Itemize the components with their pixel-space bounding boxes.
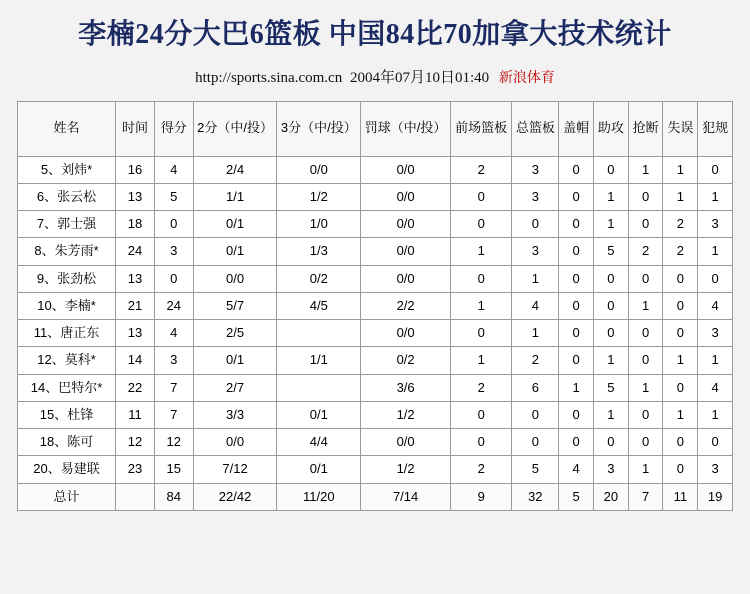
cell-points: 3 (154, 347, 193, 374)
cell-three-point: 0/0 (277, 156, 361, 183)
cell-blocks: 0 (559, 183, 594, 210)
player-name: 7、郭士强 (18, 211, 116, 238)
cell-turnovers: 1 (663, 401, 698, 428)
player-name: 20、易建联 (18, 456, 116, 483)
cell-offensive-rebounds: 1 (451, 238, 512, 265)
cell-turnovers: 1 (663, 156, 698, 183)
cell-offensive-rebounds: 0 (451, 265, 512, 292)
cell-blocks: 1 (559, 374, 594, 401)
cell-minutes: 16 (116, 156, 155, 183)
cell-minutes: 18 (116, 211, 155, 238)
cell-free-throw: 3/6 (361, 374, 451, 401)
total-minutes (116, 483, 155, 510)
cell-free-throw: 0/0 (361, 238, 451, 265)
cell-offensive-rebounds: 2 (451, 374, 512, 401)
cell-assists: 5 (594, 374, 629, 401)
cell-two-point: 0/0 (193, 429, 277, 456)
cell-two-point: 3/3 (193, 401, 277, 428)
publish-datetime: 2004年07月10日01:40 (349, 69, 490, 86)
cell-offensive-rebounds: 0 (451, 211, 512, 238)
cell-two-point: 1/1 (193, 183, 277, 210)
player-name: 6、张云松 (18, 183, 116, 210)
player-name: 15、杜锋 (18, 401, 116, 428)
total-offensive-rebounds: 9 (451, 483, 512, 510)
column-header-turnovers: 失误 (663, 101, 698, 156)
cell-fouls: 4 (698, 374, 733, 401)
cell-minutes: 11 (116, 401, 155, 428)
cell-total-rebounds: 2 (512, 347, 559, 374)
cell-fouls: 1 (698, 347, 733, 374)
cell-turnovers: 2 (663, 211, 698, 238)
cell-offensive-rebounds: 0 (451, 429, 512, 456)
cell-blocks: 0 (559, 401, 594, 428)
cell-three-point: 1/0 (277, 211, 361, 238)
cell-three-point: 1/2 (277, 183, 361, 210)
player-name: 11、唐正东 (18, 320, 116, 347)
cell-turnovers: 0 (663, 320, 698, 347)
cell-blocks: 0 (559, 211, 594, 238)
cell-assists: 1 (594, 183, 629, 210)
cell-points: 12 (154, 429, 193, 456)
player-name: 5、刘炜* (18, 156, 116, 183)
table-header (18, 101, 733, 156)
cell-blocks: 4 (559, 456, 594, 483)
cell-turnovers: 0 (663, 456, 698, 483)
column-header-steals: 抢断 (628, 101, 663, 156)
cell-fouls: 0 (698, 429, 733, 456)
cell-steals: 0 (628, 211, 663, 238)
cell-steals: 2 (628, 238, 663, 265)
cell-points: 0 (154, 265, 193, 292)
total-steals: 7 (628, 483, 663, 510)
cell-points: 15 (154, 456, 193, 483)
cell-fouls: 3 (698, 456, 733, 483)
source-line (195, 66, 555, 87)
total-two-point: 22/42 (193, 483, 277, 510)
cell-total-rebounds: 1 (512, 265, 559, 292)
cell-assists: 0 (594, 156, 629, 183)
cell-minutes: 14 (116, 347, 155, 374)
cell-blocks: 0 (559, 292, 594, 319)
cell-two-point: 0/1 (193, 238, 277, 265)
cell-points: 3 (154, 238, 193, 265)
player-name: 14、巴特尔* (18, 374, 116, 401)
cell-assists: 0 (594, 429, 629, 456)
table-row (18, 456, 733, 483)
column-header-minutes: 时间 (116, 101, 155, 156)
cell-steals: 0 (628, 183, 663, 210)
cell-steals: 0 (628, 265, 663, 292)
cell-turnovers: 0 (663, 265, 698, 292)
total-assists: 20 (594, 483, 629, 510)
cell-free-throw: 2/2 (361, 292, 451, 319)
source-name[interactable]: 新浪体育 (498, 70, 555, 86)
page-title: 李楠24分大巴6篮板 中国84比70加拿大技术统计 (78, 19, 672, 50)
cell-blocks: 0 (559, 320, 594, 347)
table-row (18, 292, 733, 319)
cell-two-point: 2/4 (193, 156, 277, 183)
cell-steals: 0 (628, 347, 663, 374)
box-score-table (17, 101, 733, 511)
cell-blocks: 0 (559, 156, 594, 183)
table-row (18, 211, 733, 238)
cell-minutes: 13 (116, 320, 155, 347)
cell-steals: 1 (628, 456, 663, 483)
total-blocks: 5 (559, 483, 594, 510)
cell-fouls: 0 (698, 265, 733, 292)
column-header-offensive-rebounds: 前场篮板 (451, 101, 512, 156)
total-fouls: 19 (698, 483, 733, 510)
cell-total-rebounds: 3 (512, 183, 559, 210)
cell-points: 5 (154, 183, 193, 210)
column-header-free-throw: 罚球（中/投） (361, 101, 451, 156)
column-header-fouls: 犯规 (698, 101, 733, 156)
cell-three-point (277, 374, 361, 401)
player-name: 8、朱芳雨* (18, 238, 116, 265)
cell-free-throw: 0/0 (361, 156, 451, 183)
cell-two-point: 7/12 (193, 456, 277, 483)
cell-two-point: 5/7 (193, 292, 277, 319)
cell-fouls: 4 (698, 292, 733, 319)
cell-turnovers: 0 (663, 374, 698, 401)
cell-free-throw: 0/0 (361, 183, 451, 210)
player-name: 18、陈可 (18, 429, 116, 456)
cell-two-point: 0/0 (193, 265, 277, 292)
table-row (18, 347, 733, 374)
cell-two-point: 2/5 (193, 320, 277, 347)
cell-points: 4 (154, 320, 193, 347)
cell-fouls: 1 (698, 401, 733, 428)
cell-points: 0 (154, 211, 193, 238)
cell-steals: 0 (628, 401, 663, 428)
cell-minutes: 24 (116, 238, 155, 265)
cell-assists: 0 (594, 292, 629, 319)
cell-free-throw: 0/0 (361, 265, 451, 292)
cell-total-rebounds: 0 (512, 211, 559, 238)
total-free-throw: 7/14 (361, 483, 451, 510)
column-header-name: 姓名 (18, 101, 116, 156)
total-three-point: 11/20 (277, 483, 361, 510)
table-row (18, 374, 733, 401)
cell-three-point: 1/1 (277, 347, 361, 374)
cell-free-throw: 0/2 (361, 347, 451, 374)
cell-two-point: 2/7 (193, 374, 277, 401)
cell-turnovers: 0 (663, 429, 698, 456)
cell-free-throw: 0/0 (361, 320, 451, 347)
cell-offensive-rebounds: 2 (451, 456, 512, 483)
cell-steals: 1 (628, 156, 663, 183)
cell-blocks: 0 (559, 238, 594, 265)
total-turnovers: 11 (663, 483, 698, 510)
cell-assists: 1 (594, 401, 629, 428)
total-points: 84 (154, 483, 193, 510)
cell-total-rebounds: 1 (512, 320, 559, 347)
cell-free-throw: 1/2 (361, 456, 451, 483)
cell-two-point: 0/1 (193, 211, 277, 238)
column-header-assists: 助攻 (594, 101, 629, 156)
cell-total-rebounds: 0 (512, 401, 559, 428)
cell-steals: 1 (628, 292, 663, 319)
cell-minutes: 13 (116, 183, 155, 210)
cell-minutes: 22 (116, 374, 155, 401)
stats-table-wrapper (17, 101, 733, 511)
table-body (18, 156, 733, 510)
cell-turnovers: 2 (663, 238, 698, 265)
cell-assists: 0 (594, 320, 629, 347)
table-row (18, 156, 733, 183)
table-row (18, 265, 733, 292)
cell-total-rebounds: 3 (512, 238, 559, 265)
cell-minutes: 13 (116, 265, 155, 292)
cell-offensive-rebounds: 2 (451, 156, 512, 183)
column-header-three-point: 3分（中/投） (277, 101, 361, 156)
cell-blocks: 0 (559, 265, 594, 292)
cell-turnovers: 1 (663, 347, 698, 374)
cell-blocks: 0 (559, 347, 594, 374)
table-total-row (18, 483, 733, 510)
cell-three-point: 4/5 (277, 292, 361, 319)
cell-points: 7 (154, 401, 193, 428)
table-row (18, 429, 733, 456)
cell-total-rebounds: 0 (512, 429, 559, 456)
cell-offensive-rebounds: 1 (451, 292, 512, 319)
table-header-row (18, 101, 733, 156)
cell-blocks: 0 (559, 429, 594, 456)
source-url[interactable]: http://sports.sina.com.cn (195, 69, 343, 86)
player-name: 12、莫科* (18, 347, 116, 374)
cell-assists: 1 (594, 347, 629, 374)
cell-steals: 0 (628, 320, 663, 347)
column-header-two-point: 2分（中/投） (193, 101, 277, 156)
cell-three-point: 0/1 (277, 401, 361, 428)
cell-free-throw: 0/0 (361, 429, 451, 456)
cell-minutes: 23 (116, 456, 155, 483)
cell-minutes: 21 (116, 292, 155, 319)
cell-assists: 5 (594, 238, 629, 265)
player-name: 9、张劲松 (18, 265, 116, 292)
cell-points: 7 (154, 374, 193, 401)
player-name: 10、李楠* (18, 292, 116, 319)
cell-total-rebounds: 6 (512, 374, 559, 401)
column-header-points: 得分 (154, 101, 193, 156)
cell-offensive-rebounds: 0 (451, 320, 512, 347)
column-header-total-rebounds: 总篮板 (512, 101, 559, 156)
cell-offensive-rebounds: 0 (451, 401, 512, 428)
cell-steals: 1 (628, 374, 663, 401)
table-row (18, 238, 733, 265)
table-row (18, 320, 733, 347)
column-header-blocks: 盖帽 (559, 101, 594, 156)
cell-turnovers: 1 (663, 183, 698, 210)
cell-offensive-rebounds: 0 (451, 183, 512, 210)
cell-fouls: 3 (698, 211, 733, 238)
cell-total-rebounds: 3 (512, 156, 559, 183)
cell-fouls: 1 (698, 238, 733, 265)
table-row (18, 401, 733, 428)
cell-three-point: 0/2 (277, 265, 361, 292)
cell-three-point: 0/1 (277, 456, 361, 483)
cell-total-rebounds: 4 (512, 292, 559, 319)
cell-fouls: 0 (698, 156, 733, 183)
cell-assists: 1 (594, 211, 629, 238)
cell-three-point: 4/4 (277, 429, 361, 456)
cell-free-throw: 1/2 (361, 401, 451, 428)
cell-two-point: 0/1 (193, 347, 277, 374)
cell-turnovers: 0 (663, 292, 698, 319)
cell-free-throw: 0/0 (361, 211, 451, 238)
cell-total-rebounds: 5 (512, 456, 559, 483)
total-label: 总计 (18, 483, 116, 510)
cell-fouls: 3 (698, 320, 733, 347)
cell-steals: 0 (628, 429, 663, 456)
table-row (18, 183, 733, 210)
cell-points: 4 (154, 156, 193, 183)
cell-three-point: 1/3 (277, 238, 361, 265)
cell-offensive-rebounds: 1 (451, 347, 512, 374)
cell-points: 24 (154, 292, 193, 319)
cell-minutes: 12 (116, 429, 155, 456)
cell-assists: 3 (594, 456, 629, 483)
total-total-rebounds: 32 (512, 483, 559, 510)
cell-three-point (277, 320, 361, 347)
cell-assists: 0 (594, 265, 629, 292)
cell-fouls: 1 (698, 183, 733, 210)
